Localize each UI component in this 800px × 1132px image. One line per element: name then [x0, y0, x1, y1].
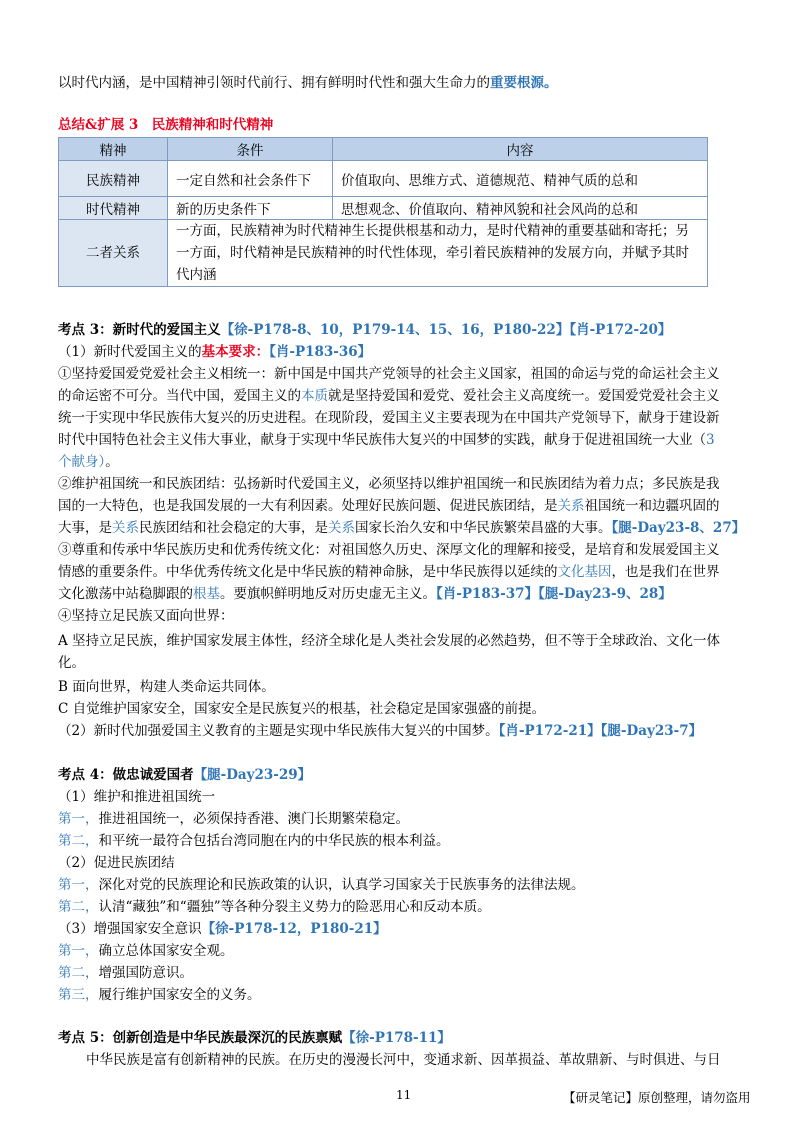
- kp3-p2-line: ②维护祖国统一和民族团结：弘扬新时代爱国主义，必须坚持以维护祖国统一和民族团结为着力点；多民族是我: [58, 476, 720, 492]
- list-item: 第一，确立总体国家安全观。: [58, 943, 234, 959]
- table-row: [59, 197, 708, 220]
- intro-paragraph: 以时代内涵，是中国精神引领时代前行、拥有鲜明时代性和强大生命力的重要根源。: [58, 75, 558, 91]
- kp3-p1-line: 的命运密不可分。当代中国，爱国主义的本质就是坚持爱国和爱党、爱社会主义高度统一。爱国爱党爱社会主义: [58, 388, 720, 404]
- kp4-heading: 考点 4：做忠诚爱国者【腿-Day23-29】: [58, 767, 312, 783]
- table-cell-content: 价值取向、思维方式、道德规范、精神气质的总和: [333, 161, 708, 197]
- kp3-heading: 考点 3：新时代的爱国主义【徐-P178-8、10，P179-14、15、16，P180-22】【肖-P172-20】: [58, 322, 672, 338]
- table-cell-name: 二者关系: [59, 220, 168, 287]
- list-item: 第二，认清“藏独”和“疆独”等各种分裂主义势力的险恶用心和反动本质。: [58, 899, 491, 915]
- kp3-sub2: （2）新时代加强爱国主义教育的主题是实现中华民族伟大复兴的中国梦。【肖-P172-21】【腿-Day23-7】: [58, 723, 703, 739]
- kp4-s3: （3）增强国家安全意识【徐-P178-12，P180-21】: [58, 921, 387, 937]
- kp3-p3-line: ③尊重和传承中华民族历史和优秀传统文化：对祖国悠久历史、深厚文化的理解和接受，是培育和发展爱国主义: [58, 542, 720, 558]
- table-cell-relation: 一方面，民族精神为时代精神生长提供根基和动力，是时代精神的重要基础和寄托；另 一方面，时代精神是民族精神的时代性体现，牵引着民族精神的发展方向，并赋予其时 代内涵: [168, 220, 708, 287]
- kp4-s1: （1）维护和推进祖国统一: [58, 789, 216, 805]
- table-header-cell: 条件: [168, 138, 333, 161]
- kp3-p2-line: 大事，是关系民族团结和社会稳定的大事，是关系国家长治久安和中华民族繁荣昌盛的大事。【腿-Day23-8、27】: [58, 520, 746, 536]
- table-cell-condition: 一定自然和社会条件下: [168, 161, 333, 197]
- kp5-heading: 考点 5：创新创造是中华民族最深沉的民族禀赋【徐-P178-11】: [58, 1030, 451, 1046]
- spirit-comparison-table: [58, 137, 708, 287]
- kp3-p3-line: 情感的重要条件。中华优秀传统文化是中华民族的精神命脉，是中华民族得以延续的文化基因，也是我们在世界: [58, 564, 720, 580]
- table-header-cell: 精神: [59, 138, 168, 161]
- kp3-p3-line: 文化激荡中站稳脚跟的根基。要旗帜鲜明地反对历史虚无主义。【肖-P183-37】【腿-Day23-9、28】: [58, 586, 672, 602]
- kp3-p4-line: B 面向世界，构建人类命运共同体。: [58, 679, 275, 695]
- table-header-row: [59, 138, 708, 161]
- kp3-p4-line: ④坚持立足民族又面向世界：: [58, 608, 234, 624]
- kp3-p1-line: 统一于实现中华民族伟大复兴的历史进程。在现阶段，爱国主义主要表现为在中国共产党领导下，献身于建设新: [58, 410, 720, 426]
- page-number: 11: [396, 1088, 412, 1102]
- table-cell-condition: 新的历史条件下: [168, 197, 333, 220]
- kp3-p1-line: 个献身）。: [58, 454, 119, 470]
- kp3-p4-line: C 自觉维护国家安全，国家安全是民族复兴的根基，社会稳定是国家强盛的前提。: [58, 701, 546, 717]
- table-cell-content: 思想观念、价值取向、精神风貌和社会风尚的总和: [333, 197, 708, 220]
- list-item: 第二，增强国防意识。: [58, 965, 193, 981]
- table-header-cell: 内容: [333, 138, 708, 161]
- summary-title: 总结&扩展 3 民族精神和时代精神: [58, 117, 274, 133]
- kp3-p1-line: 时代中国特色社会主义伟大事业，献身于实现中华民族伟大复兴的中国梦的实践，献身于促进祖国统一大业（3: [58, 432, 715, 448]
- list-item: 第二，和平统一最符合包括台湾同胞在内的中华民族的根本利益。: [58, 833, 450, 849]
- kp4-s2: （2）促进民族团结: [58, 855, 175, 871]
- list-item: 第一，深化对党的民族理论和民族政策的认识，认真学习国家关于民族事务的法律法规。: [58, 877, 585, 893]
- list-item: 第三，履行维护国家安全的义务。: [58, 987, 261, 1003]
- table-cell-name: 民族精神: [59, 161, 168, 197]
- kp3-p1-line: ①坚持爱国爱党爱社会主义相统一：新中国是中国共产党领导的社会主义国家，祖国的命运与党的命运社会主义: [58, 366, 720, 382]
- kp3-p4-line: 化。: [58, 655, 85, 671]
- kp3-p2-line: 国的一大特色，也是我国发展的一大有利因素。处理好民族问题、促进民族团结，是关系祖国统一和边疆巩固的: [58, 498, 720, 514]
- list-item: 第一，推进祖国统一，必须保持香港、澳门长期繁荣稳定。: [58, 811, 409, 827]
- table-row: [59, 220, 708, 287]
- kp3-p4-line: A 坚持立足民族，维护国家发展主体性，经济全球化是人类社会发展的必然趋势，但不等于全球政治、文化一体: [58, 633, 721, 649]
- footer-note: 【研灵笔记】原创整理，请勿盗用: [563, 1090, 751, 1105]
- table-row: [59, 161, 708, 197]
- kp3-sub1: （1）新时代爱国主义的基本要求：【肖-P183-36】: [58, 344, 372, 360]
- table-cell-name: 时代精神: [59, 197, 168, 220]
- kp5-paragraph: 中华民族是富有创新精神的民族。在历史的漫漫长河中，变通求新、因革损益、革故鼎新、与时俱进、与日: [86, 1052, 721, 1068]
